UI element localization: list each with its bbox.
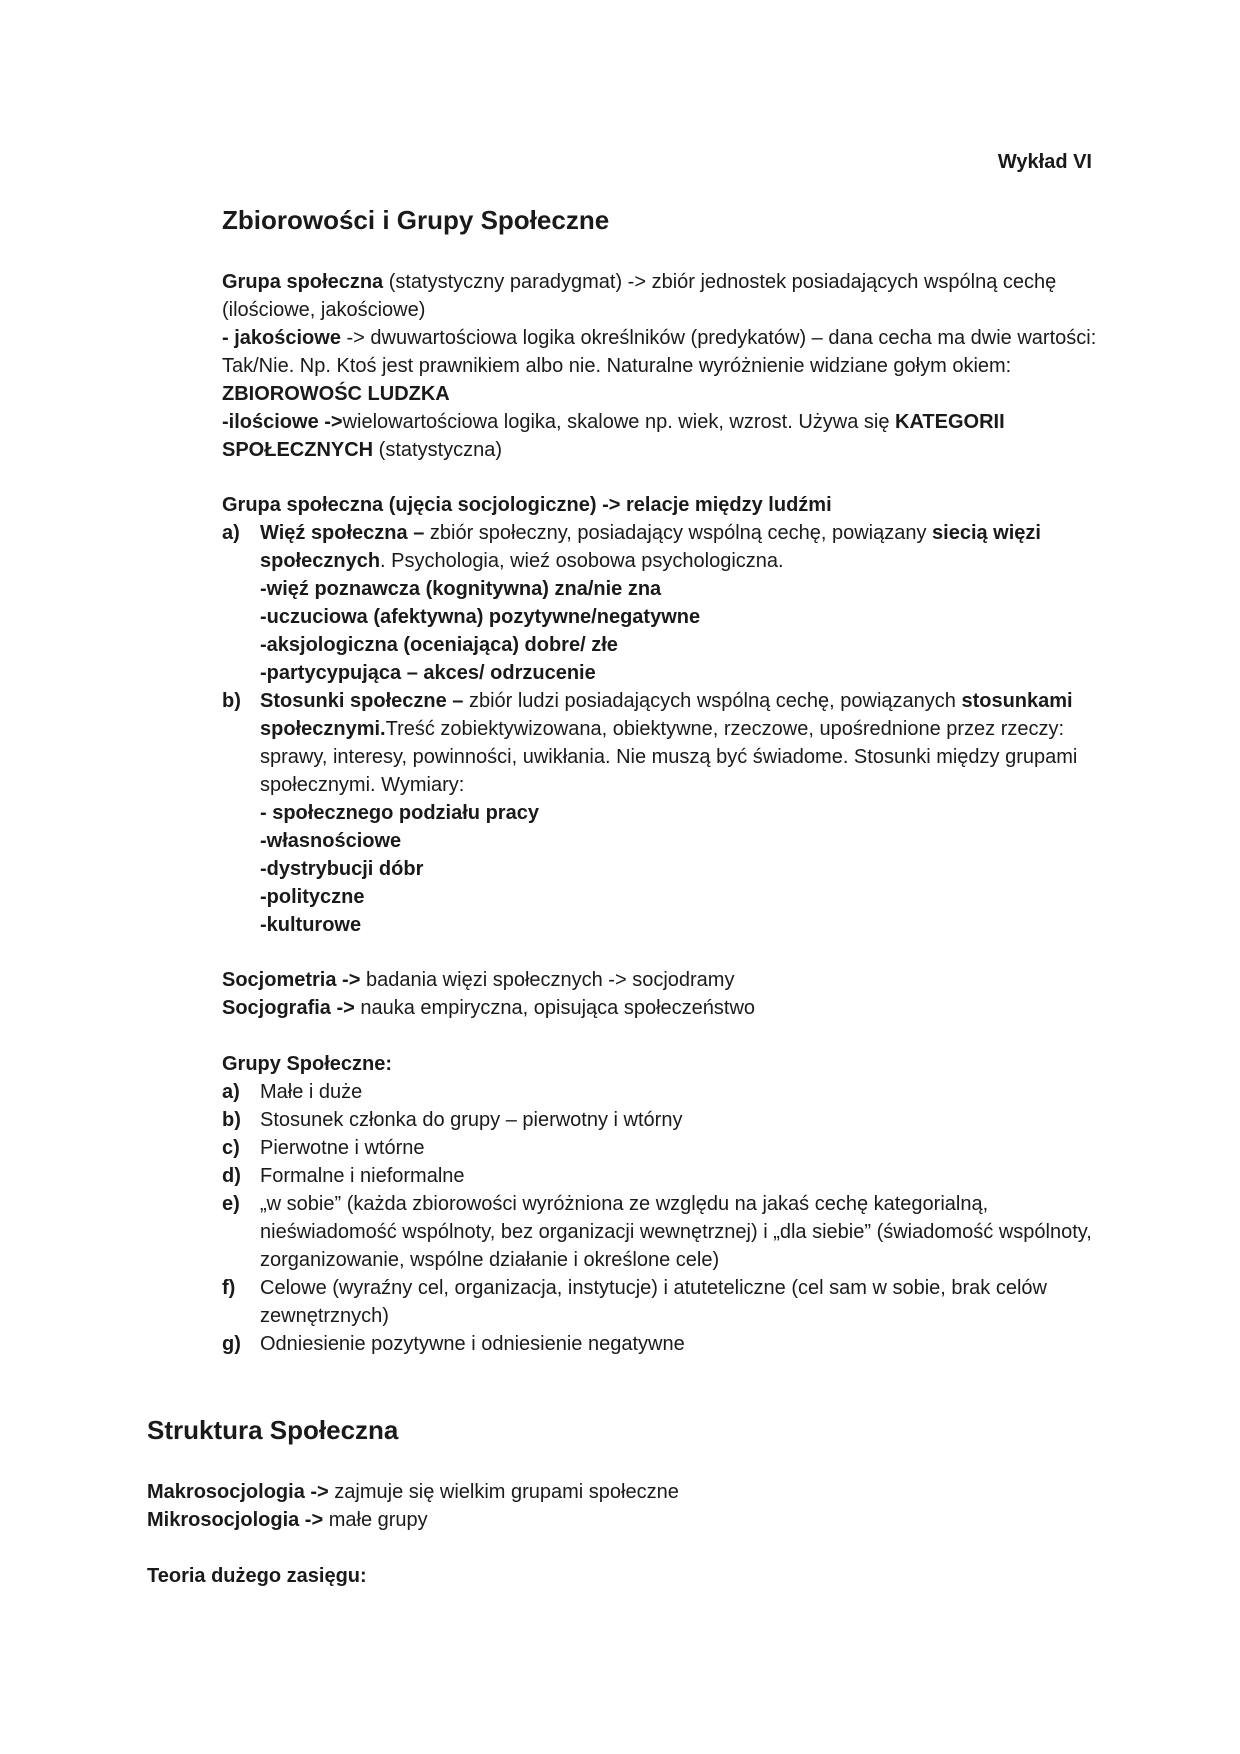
section-title-structure: Struktura Społeczna [147, 1415, 399, 1445]
list-item [222, 1274, 1102, 1330]
sub-item: -więź poznawcza (kognitywna) zna/nie zna [260, 578, 662, 600]
term: Socjometria -> [222, 969, 361, 991]
text: (ilościowe, jakościowe) [222, 299, 426, 321]
text: (statystyczna) [373, 439, 503, 461]
text: -> dwuwartościowa logika określników (predykatów) – dana cecha ma dwie wartości: Tak/Nie. Np. Ktoś jest prawnikiem albo nie. Naturalne wyróżnienie widziane gołym okiem: [222, 327, 1097, 377]
emphasis: stosunkami społecznymi. [260, 690, 1073, 740]
list-item [222, 1134, 1102, 1162]
list-item [222, 1106, 1102, 1134]
text: (statystyczny paradygmat) -> zbiór jednostek posiadających wspólną cechę [383, 271, 1057, 293]
sub-item: - społecznego podziału pracy [260, 802, 539, 824]
section-social-structure [147, 1478, 1027, 1590]
sub-item: -aksjologiczna (oceniająca) dobre/ złe [260, 634, 618, 656]
section-heading: Grupa społeczna (ujęcia socjologiczne) -> relacje między ludźmi [222, 494, 832, 516]
sub-item: -własnościowe [260, 830, 402, 852]
line-theory: Teoria dużego zasięgu: [147, 1565, 367, 1587]
text: . Psychologia, wieź osobowa psychologiczna. [380, 550, 784, 572]
line-sociometry [222, 966, 1102, 994]
text: Treść zobiektywizowana, obiektywne, rzeczowe, upośrednione przez rzeczy: sprawy, interesy, powinności, uwikłania. Nie muszą być świadome. Stosunki między grupami społecznymi. Wymiary: [260, 718, 1078, 796]
text: zbiór społeczny, posiadający wspólną cechę, powiązany [424, 522, 933, 544]
list-label: d) [222, 1165, 241, 1187]
list-item [222, 1190, 1102, 1274]
term: Mikrosocjologia -> [147, 1509, 324, 1531]
list-item-a [222, 519, 1102, 687]
list-label: a) [222, 1081, 240, 1103]
term: Stosunki społeczne – [260, 690, 464, 712]
lecture-label: Wykład VI [997, 151, 1092, 173]
line-macrosociology [147, 1478, 1027, 1506]
line-sociography [222, 994, 1102, 1022]
text: zbiór ludzi posiadających wspólną cechę, powiązanych [463, 690, 962, 712]
text: zajmuje się wielkim grupami społeczne [328, 1481, 679, 1503]
list-text: Stosunek członka do grupy – pierwotny i wtórny [260, 1109, 683, 1131]
paragraph-qualitative [222, 324, 1102, 408]
section-sociometry [222, 966, 1102, 1022]
list-item [222, 1330, 1102, 1358]
emphasis: KATEGORII SPOŁECZNYCH [222, 411, 1005, 461]
list-item-b [222, 687, 1102, 939]
term: - jakościowe [222, 327, 341, 349]
section-social-groups [222, 1050, 1102, 1358]
list-text: Pierwotne i wtórne [260, 1137, 425, 1159]
line-microsociology [147, 1506, 1027, 1534]
term: Makrosocjologia -> [147, 1481, 329, 1503]
paragraph-group-definition [222, 268, 1102, 324]
list-label: b) [222, 1109, 241, 1131]
list-text: Celowe (wyraźny cel, organizacja, instytucje) i atuteteliczne (cel sam w sobie, brak celów zewnętrznych) [260, 1277, 1047, 1327]
list-item [222, 1078, 1102, 1106]
sub-item: -uczuciowa (afektywna) pozytywne/negatywne [260, 606, 701, 628]
term: Grupa społeczna [222, 271, 384, 293]
sub-item: -partycypująca – akces/ odrzucenie [260, 662, 596, 684]
emphasis: ZBIOROWOŚC LUDZKA [222, 383, 450, 405]
section-heading: Grupy Społeczne: [222, 1053, 393, 1075]
sub-item: -kulturowe [260, 914, 362, 936]
emphasis: siecią więzi społecznych [260, 522, 1041, 572]
list-label: f) [222, 1277, 236, 1299]
section-statistical-group [222, 268, 1102, 464]
list-label: b) [222, 690, 241, 712]
list-item [222, 1162, 1102, 1190]
text: badania więzi społecznych -> socjodramy [360, 969, 735, 991]
section-sociological-group [222, 491, 1102, 939]
term: Socjografia -> [222, 997, 355, 1019]
section-title-collectivities: Zbiorowości i Grupy Społeczne [222, 205, 610, 235]
list-text: „w sobie” (każda zbiorowości wyróżniona ze względu na jakaś cechę kategorialną, nieświadomość wspólnoty, bez organizacji wewnętrznej) i „dla siebie” (świadomość wspólnoty, zorganizowanie, wspólne działanie i określone cele) [260, 1193, 1092, 1271]
list-label: a) [222, 522, 240, 544]
text: nauka empiryczna, opisująca społeczeństwo [354, 997, 756, 1019]
list-label: e) [222, 1193, 240, 1215]
text: małe grupy [323, 1509, 428, 1531]
paragraph-quantitative [222, 408, 1102, 464]
term: Więź społeczna – [260, 522, 425, 544]
list-label: c) [222, 1137, 240, 1159]
text: wielowartościowa logika, skalowe np. wiek, wzrost. Używa się [342, 411, 896, 433]
list-text: Formalne i nieformalne [260, 1165, 465, 1187]
list-label: g) [222, 1333, 241, 1355]
list-text: Małe i duże [260, 1081, 363, 1103]
term: -ilościowe -> [222, 411, 343, 433]
sub-item: -dystrybucji dóbr [260, 858, 424, 880]
list-text: Odniesienie pozytywne i odniesienie negatywne [260, 1333, 685, 1355]
sub-item: -polityczne [260, 886, 365, 908]
